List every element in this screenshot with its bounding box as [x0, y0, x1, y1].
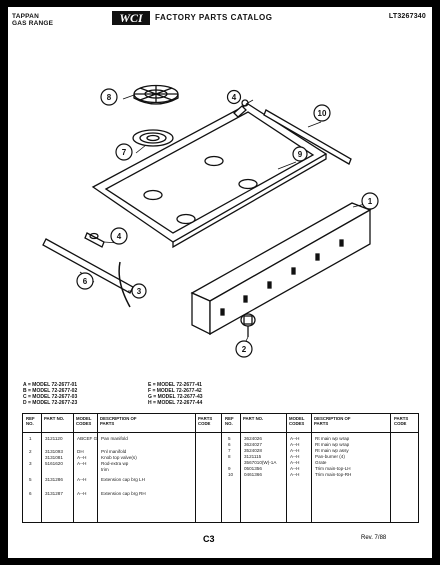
- col-model: MODEL CODES: [289, 416, 305, 426]
- callout-8: [101, 89, 117, 105]
- parts-table-right: REF NO. PART NO. MODEL CODES DESCRIPTION OF PARTS PARTS CODE 5 3624026 A--H Rt main wp wrap 6 3624027 A--H Rt main wp wrap 7 3524028 A--H Rt main wp assy 8 3121115 A--H Pan-burner (4) 3567010(W)-1A A--H Grate 9 0501356 A--H Trim main-top-LH 10 0461366 A--H Trim main-top-RH: [222, 414, 418, 522]
- col-model: MODEL CODES: [76, 416, 92, 426]
- svg-text:4: 4: [231, 93, 237, 102]
- table-header: [222, 414, 418, 433]
- col-ref: REF NO.: [26, 416, 35, 426]
- svg-text:7: 7: [121, 148, 127, 157]
- col-ref: REF NO.: [225, 416, 234, 426]
- callout-9: [293, 147, 307, 161]
- model-code: C = MODEL 72-2677-03: [23, 394, 78, 400]
- callout-4-lower: [111, 228, 127, 244]
- catalog-sheet: [8, 7, 432, 558]
- svg-text:8: 8: [106, 93, 112, 102]
- svg-text:3: 3: [136, 287, 142, 296]
- callout-7: [116, 144, 132, 160]
- catalog-title: FACTORY PARTS CATALOG: [155, 13, 273, 22]
- brand-name: TAPPAN: [12, 13, 39, 20]
- front-knob: [85, 233, 104, 247]
- col-parts-code: PARTS CODE: [198, 416, 213, 426]
- callout-4-upper: [228, 91, 241, 104]
- parts-table-left: REF NO. PART NO. MODEL CODES DESCRIPTION OF PARTS PARTS CODE 1 3121120 ABCEF G Pan manifold 2 3131093 DH Pnl manifold 3131081 A--H Knob top valve(s) 3 5161620 A--H Rod-extra wp trim 5 3131286 A--H Extension cap brg LH 6 3131287 A--H Extension cap brg RH: [23, 414, 221, 522]
- model-code: A = MODEL 72-2677-01: [23, 382, 78, 388]
- svg-text:1: 1: [367, 197, 373, 206]
- burner-grate: [134, 85, 178, 104]
- revision-date: Rev. 7/88: [361, 535, 387, 541]
- model-code: D = MODEL 72-2677-23: [23, 400, 78, 406]
- svg-text:4: 4: [116, 232, 122, 241]
- model-code: F = MODEL 72-2677-42: [148, 388, 202, 394]
- callout-2: [236, 341, 252, 357]
- table-header: [23, 414, 221, 433]
- col-parts-code: PARTS CODE: [394, 416, 409, 426]
- callout-3: [132, 284, 146, 298]
- document-number: LT3267340: [388, 13, 426, 20]
- model-code: H = MODEL 72-2677-44: [148, 400, 203, 406]
- col-description: DESCRIPTION OF PARTS: [314, 416, 351, 426]
- col-part: PART NO.: [243, 416, 264, 421]
- burner-pan: [133, 130, 173, 146]
- svg-text:6: 6: [82, 277, 88, 286]
- model-code: B = MODEL 72-2677-02: [23, 388, 78, 394]
- page-number: C3: [203, 534, 215, 544]
- model-code: G = MODEL 72-2677-43: [148, 394, 203, 400]
- svg-text:2: 2: [241, 345, 247, 354]
- parts-table: [22, 413, 419, 523]
- model-code: E = MODEL 72-2677-41: [148, 382, 202, 388]
- control-knob: [241, 314, 255, 337]
- svg-text:WCI: WCI: [119, 11, 143, 25]
- callout-1: [362, 193, 378, 209]
- col-description: DESCRIPTION OF PARTS: [100, 416, 137, 426]
- manifold-panel: [192, 203, 370, 334]
- svg-text:9: 9: [297, 150, 303, 159]
- svg-text:10: 10: [317, 109, 327, 118]
- callout-10: [314, 105, 330, 121]
- exploded-parts-diagram: [8, 7, 432, 377]
- callout-6: [77, 273, 93, 289]
- col-part: PART NO.: [44, 416, 65, 421]
- product-line: GAS RANGE: [12, 20, 54, 27]
